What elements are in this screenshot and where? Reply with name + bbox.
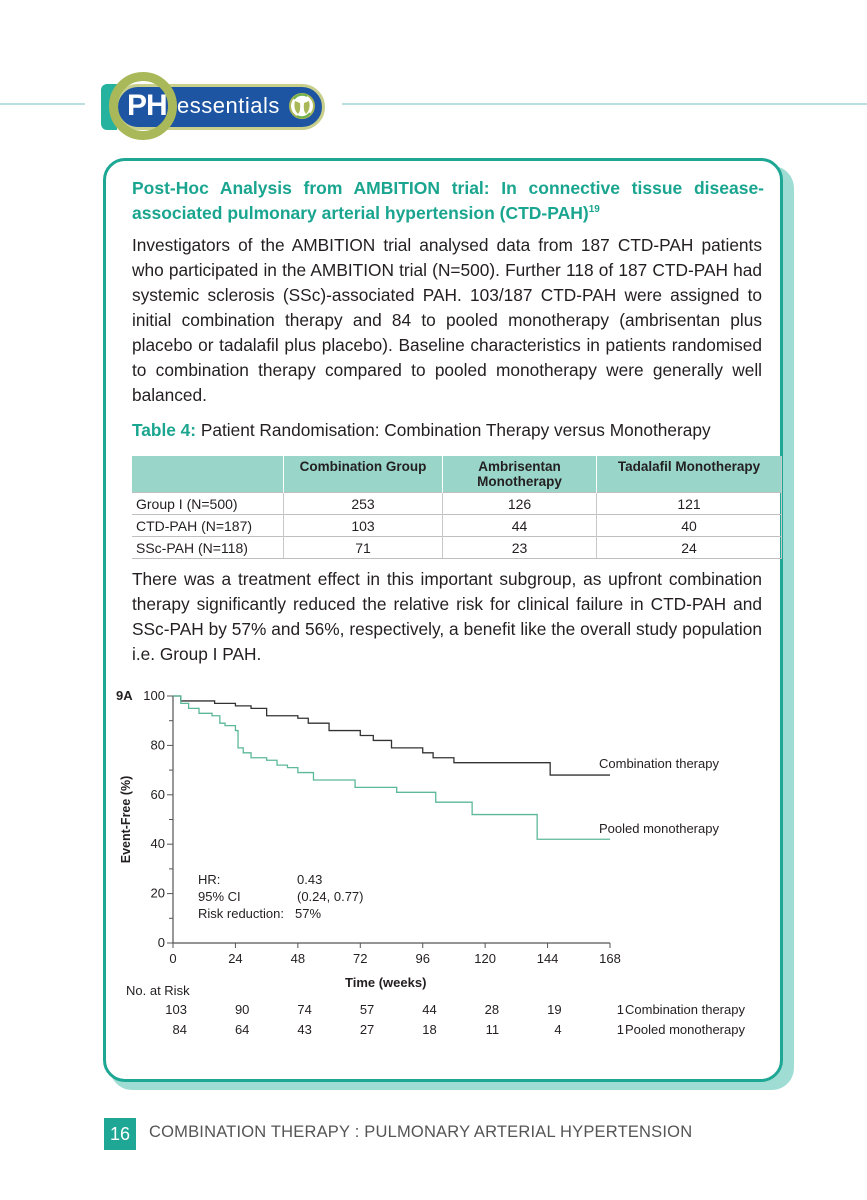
x-tick-label: 24	[228, 951, 243, 966]
x-tick-label: 0	[169, 951, 177, 966]
x-axis-label: Time (weeks)	[345, 975, 427, 990]
annotation-rr-label: Risk reduction:	[198, 906, 284, 921]
logo-ph: PH	[127, 89, 167, 122]
annotation-ci-label: 95% CI	[198, 889, 241, 904]
table-row	[132, 515, 782, 537]
chart-plot	[110, 684, 780, 1054]
results-paragraph: There was a treatment effect in this important subgroup, as upfront combination therapy significantly reduced the relative risk for clinical failure in CTD-PAH and SSc-PAH by 57% and 56%, respectively, a benefit like the overall study population i.e. Group I PAH.	[132, 569, 762, 664]
cell: 253	[284, 493, 443, 515]
at-risk-value: 19	[547, 1002, 562, 1017]
at-risk-series-name: Combination therapy	[625, 1002, 745, 1017]
pooled-monotherapy-curve	[173, 696, 610, 839]
annotation-rr-value: 57%	[295, 906, 322, 921]
at-risk-value: 18	[422, 1022, 437, 1037]
reference-superscript: 19	[588, 204, 600, 216]
figure-id: 9A	[116, 688, 133, 703]
y-tick-label: 80	[150, 737, 165, 753]
table-header-combination: Combination Group	[284, 456, 443, 493]
at-risk-value: 84	[172, 1022, 187, 1037]
at-risk-value: 1	[616, 1002, 624, 1017]
y-tick-label: 100	[143, 688, 165, 703]
section-title	[132, 176, 764, 226]
table-header-row	[132, 456, 782, 493]
cell: 23	[443, 537, 597, 559]
kaplan-meier-chart	[110, 684, 780, 1054]
table-caption	[132, 420, 711, 441]
y-tick-label: 0	[157, 935, 165, 950]
x-tick-label: 168	[599, 951, 621, 966]
header-rule-right	[342, 103, 867, 105]
at-risk-value: 43	[297, 1022, 312, 1037]
cell: 121	[597, 493, 782, 515]
x-tick-label: 120	[474, 951, 496, 966]
cell: 103	[284, 515, 443, 537]
at-risk-value: 28	[484, 1002, 500, 1017]
randomisation-table	[132, 456, 782, 559]
at-risk-label: No. at Risk	[126, 983, 190, 998]
section-title-text: Post-Hoc Analysis from AMBITION trial: In connective tissue disease-associated pulmonary arterial hypertension (CTD-PAH)	[132, 178, 764, 223]
annotation-ci-value: (0.24, 0.77)	[297, 889, 364, 904]
annotation-hr-value: 0.43	[297, 872, 323, 887]
ph-essentials-logo	[97, 72, 329, 144]
header-rule-left	[0, 103, 85, 105]
legend-combination: Combination therapy	[599, 756, 719, 771]
table-caption-label: Table 4:	[132, 420, 197, 440]
at-risk-value: 74	[297, 1002, 312, 1017]
at-risk-value: 27	[359, 1022, 375, 1037]
at-risk-value: 57	[359, 1002, 375, 1017]
page-number: 16	[104, 1118, 136, 1150]
x-tick-label: 96	[415, 951, 430, 966]
y-tick-label: 20	[150, 885, 165, 901]
at-risk-value: 90	[234, 1002, 250, 1017]
cell: 24	[597, 537, 782, 559]
at-risk-value: 103	[165, 1002, 187, 1017]
intro-paragraph: Investigators of the AMBITION trial analysed data from 187 CTD-PAH patients who participated in the AMBITION trial (N=500). Further 118 of 187 CTD-PAH had systemic sclerosis (SSc)-associated PAH. 103/187 CTD-PAH were assigned to initial combination therapy and 84 to pooled monotherapy (ambrisentan plus placebo or tadalafil plus placebo). Baseline characteristics in patients randomised to combination therapy compared to pooled monotherapy were generally well balanced.	[132, 235, 762, 405]
table-header-ambrisentan: Ambrisentan Monotherapy	[443, 456, 597, 493]
at-risk-series-name: Pooled monotherapy	[625, 1022, 745, 1037]
row-label: SSc-PAH (N=118)	[132, 537, 284, 559]
at-risk-value: 64	[234, 1022, 250, 1037]
y-tick-label: 40	[150, 836, 165, 852]
table-header-blank	[132, 456, 284, 493]
table-row	[132, 537, 782, 559]
y-tick-label: 60	[150, 786, 165, 802]
legend-pooled: Pooled monotherapy	[599, 821, 719, 836]
running-title: COMBINATION THERAPY : PULMONARY ARTERIAL HYPERTENSION	[149, 1123, 693, 1141]
lungs-recycle-icon	[287, 91, 317, 121]
y-axis-label: Event-Free (%)	[119, 775, 133, 864]
at-risk-value: 44	[422, 1002, 437, 1017]
x-tick-label: 144	[536, 951, 559, 966]
cell: 44	[443, 515, 597, 537]
annotation-hr-label: HR:	[198, 872, 221, 887]
at-risk-value: 1	[616, 1022, 624, 1037]
at-risk-value: 4	[554, 1022, 562, 1037]
logo-essentials: essentials	[177, 93, 280, 118]
row-label: CTD-PAH (N=187)	[132, 515, 284, 537]
x-tick-label: 72	[353, 951, 368, 966]
cell: 126	[443, 493, 597, 515]
table-caption-text: Patient Randomisation: Combination Therapy versus Monotherapy	[196, 420, 711, 440]
table-row	[132, 493, 782, 515]
at-risk-value: 11	[485, 1022, 500, 1037]
row-label: Group I (N=500)	[132, 493, 284, 515]
cell: 71	[284, 537, 443, 559]
table-header-tadalafil: Tadalafil Monotherapy	[597, 456, 782, 493]
x-tick-label: 48	[290, 951, 306, 966]
cell: 40	[597, 515, 782, 537]
